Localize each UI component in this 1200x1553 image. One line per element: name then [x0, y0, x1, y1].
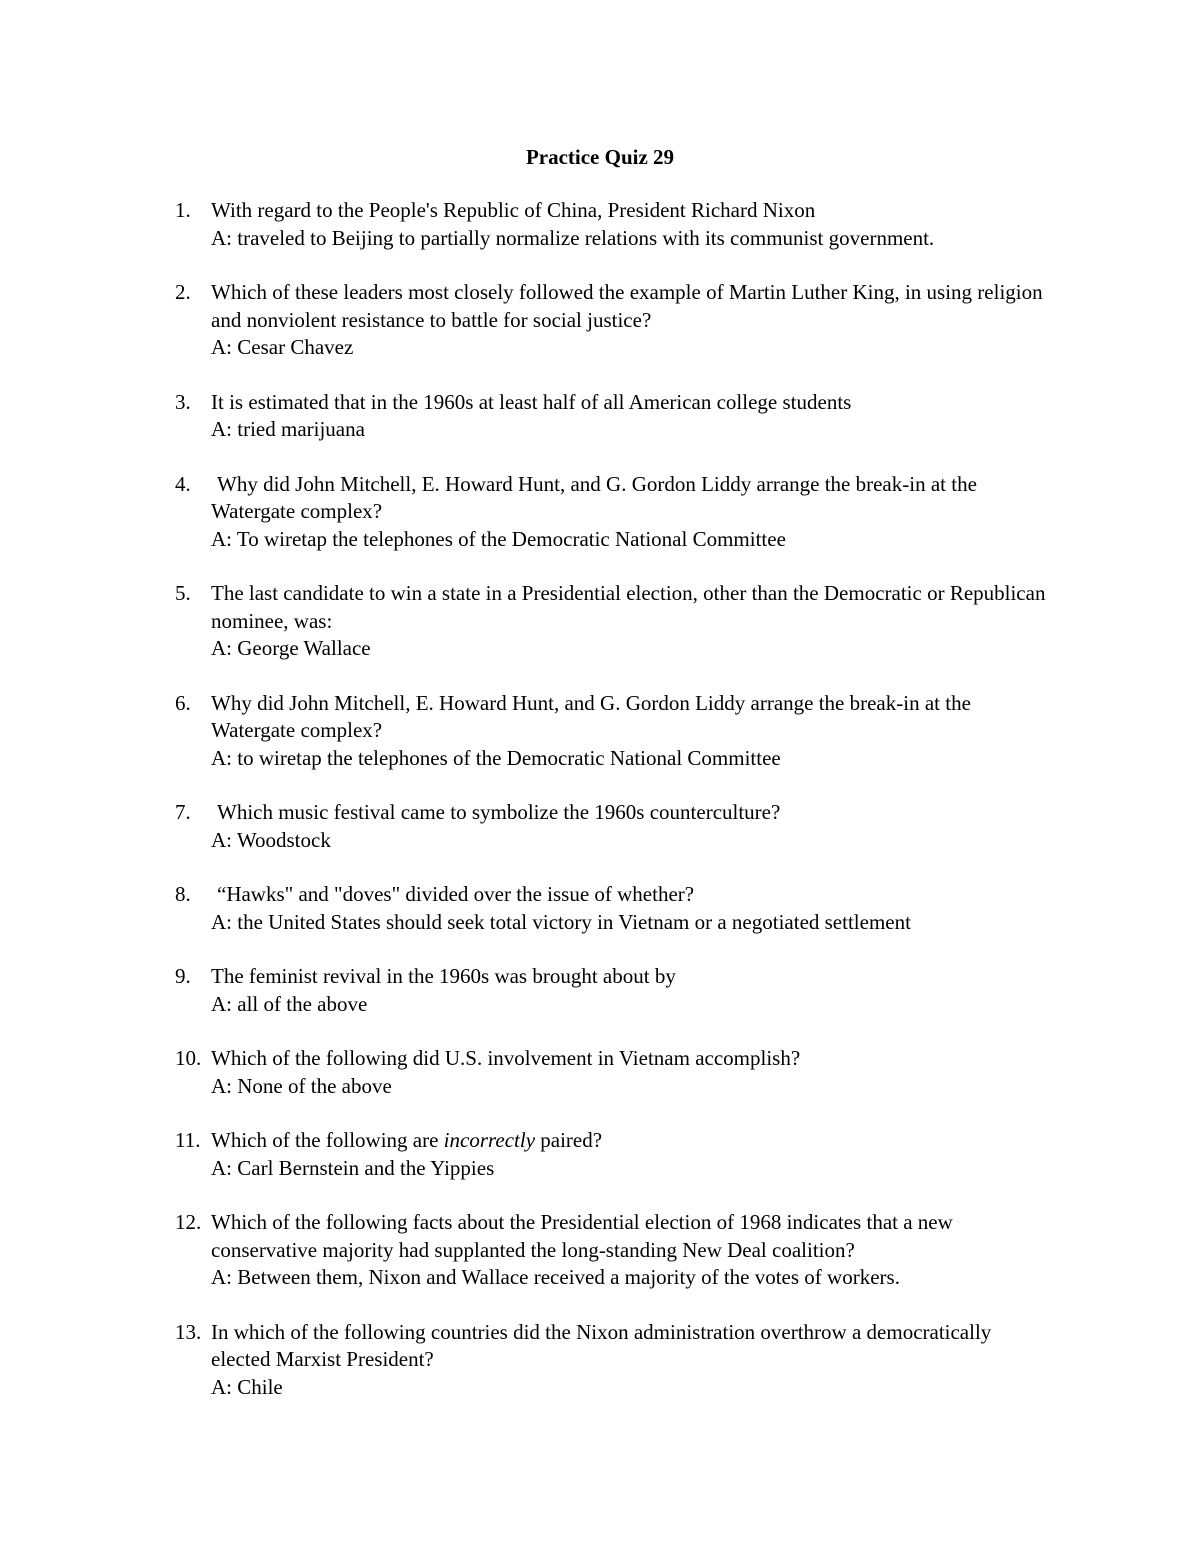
question-number: 12.: [175, 1210, 202, 1234]
question-number: 6.: [175, 690, 191, 715]
question-number: 9.: [175, 964, 191, 988]
question-text: The feminist revival in the 1960s was brought about by: [211, 964, 676, 988]
question-number: 13.: [175, 1319, 202, 1344]
question-text: It is estimated that in the 1960s at least half of all American college students: [211, 389, 852, 414]
question-number: 7.: [175, 800, 191, 824]
question-text: Why did John Mitchell, E. Howard Hunt, and G. Gordon Liddy arrange the break-in at the Watergate complex?: [211, 690, 971, 742]
question-number: 2.: [175, 280, 191, 304]
question-text: Which of the following did U.S. involvement in Vietnam accomplish?: [211, 1046, 801, 1070]
question-text: In which of the following countries did the Nixon administration overthrow a democratically elected Marxist President?: [211, 1319, 992, 1371]
answer-text: A: George Wallace: [211, 636, 371, 660]
question-number: 11.: [175, 1128, 201, 1152]
answer-text: A: tried marijuana: [211, 417, 365, 441]
question-item: [175, 963, 1055, 1018]
question-number: 1.: [175, 198, 191, 222]
answer-text: A: to wiretap the telephones of the Democratic National Committee: [211, 745, 781, 770]
question-item: [175, 1045, 1055, 1100]
question-text: With regard to the People's Republic of China, President Richard Nixon: [211, 198, 816, 222]
question-item: [175, 1319, 1055, 1402]
question-item: [175, 1127, 1055, 1182]
question-number: 3.: [175, 389, 191, 414]
question-text: Which of these leaders most closely followed the example of Martin Luther King, in using religion and nonviolent resistance to battle for social justice?: [211, 280, 1043, 332]
answer-text: A: Cesar Chavez: [211, 335, 354, 359]
answer-text: A: To wiretap the telephones of the Democratic National Committee: [211, 526, 786, 551]
question-text-part: paired?: [535, 1128, 603, 1152]
question-item: [175, 197, 1055, 252]
answer-text: A: all of the above: [211, 991, 368, 1016]
answer-text: A: Carl Bernstein and the Yippies: [211, 1155, 495, 1180]
answer-text: A: Chile: [211, 1374, 283, 1399]
question-text: [211, 1127, 1055, 1155]
question-item: [175, 471, 1055, 554]
emphasized-text: incorrectly: [443, 1128, 536, 1152]
answer-text: A: traveled to Beijing to partially normalize relations with its communist government.: [211, 225, 935, 250]
answer-text: A: Between them, Nixon and Wallace received a majority of the votes of workers.: [211, 1265, 900, 1289]
question-text-part: Which of the following are: [211, 1128, 444, 1152]
question-item: [175, 799, 1055, 854]
question-list: [175, 197, 1055, 1428]
answer-text: A: None of the above: [211, 1073, 392, 1098]
question-item: [175, 1209, 1055, 1292]
question-text: Why did John Mitchell, E. Howard Hunt, and G. Gordon Liddy arrange the break-in at the Watergate complex?: [211, 471, 977, 523]
question-text: “Hawks" and "doves" divided over the issue of whether?: [217, 882, 695, 906]
answer-text: A: Woodstock: [211, 827, 331, 852]
question-text: Which music festival came to symbolize the 1960s counterculture?: [217, 800, 781, 824]
question-item: [175, 690, 1055, 773]
question-text: Which of the following facts about the Presidential election of 1968 indicates that a new conservative majority had supplanted the long-standing New Deal coalition?: [211, 1210, 953, 1262]
question-item: [175, 580, 1055, 663]
question-item: [175, 389, 1055, 444]
question-number: 10.: [175, 1046, 202, 1070]
question-item: [175, 279, 1055, 362]
question-number: 4.: [175, 471, 191, 496]
question-item: [175, 881, 1055, 936]
question-text: The last candidate to win a state in a Presidential election, other than the Democratic or Republican nominee, was:: [211, 581, 1046, 633]
question-number: 8.: [175, 882, 191, 906]
question-number: 5.: [175, 581, 191, 605]
answer-text: A: the United States should seek total victory in Vietnam or a negotiated settlement: [211, 909, 911, 934]
page-title: Practice Quiz 29: [525, 145, 675, 169]
